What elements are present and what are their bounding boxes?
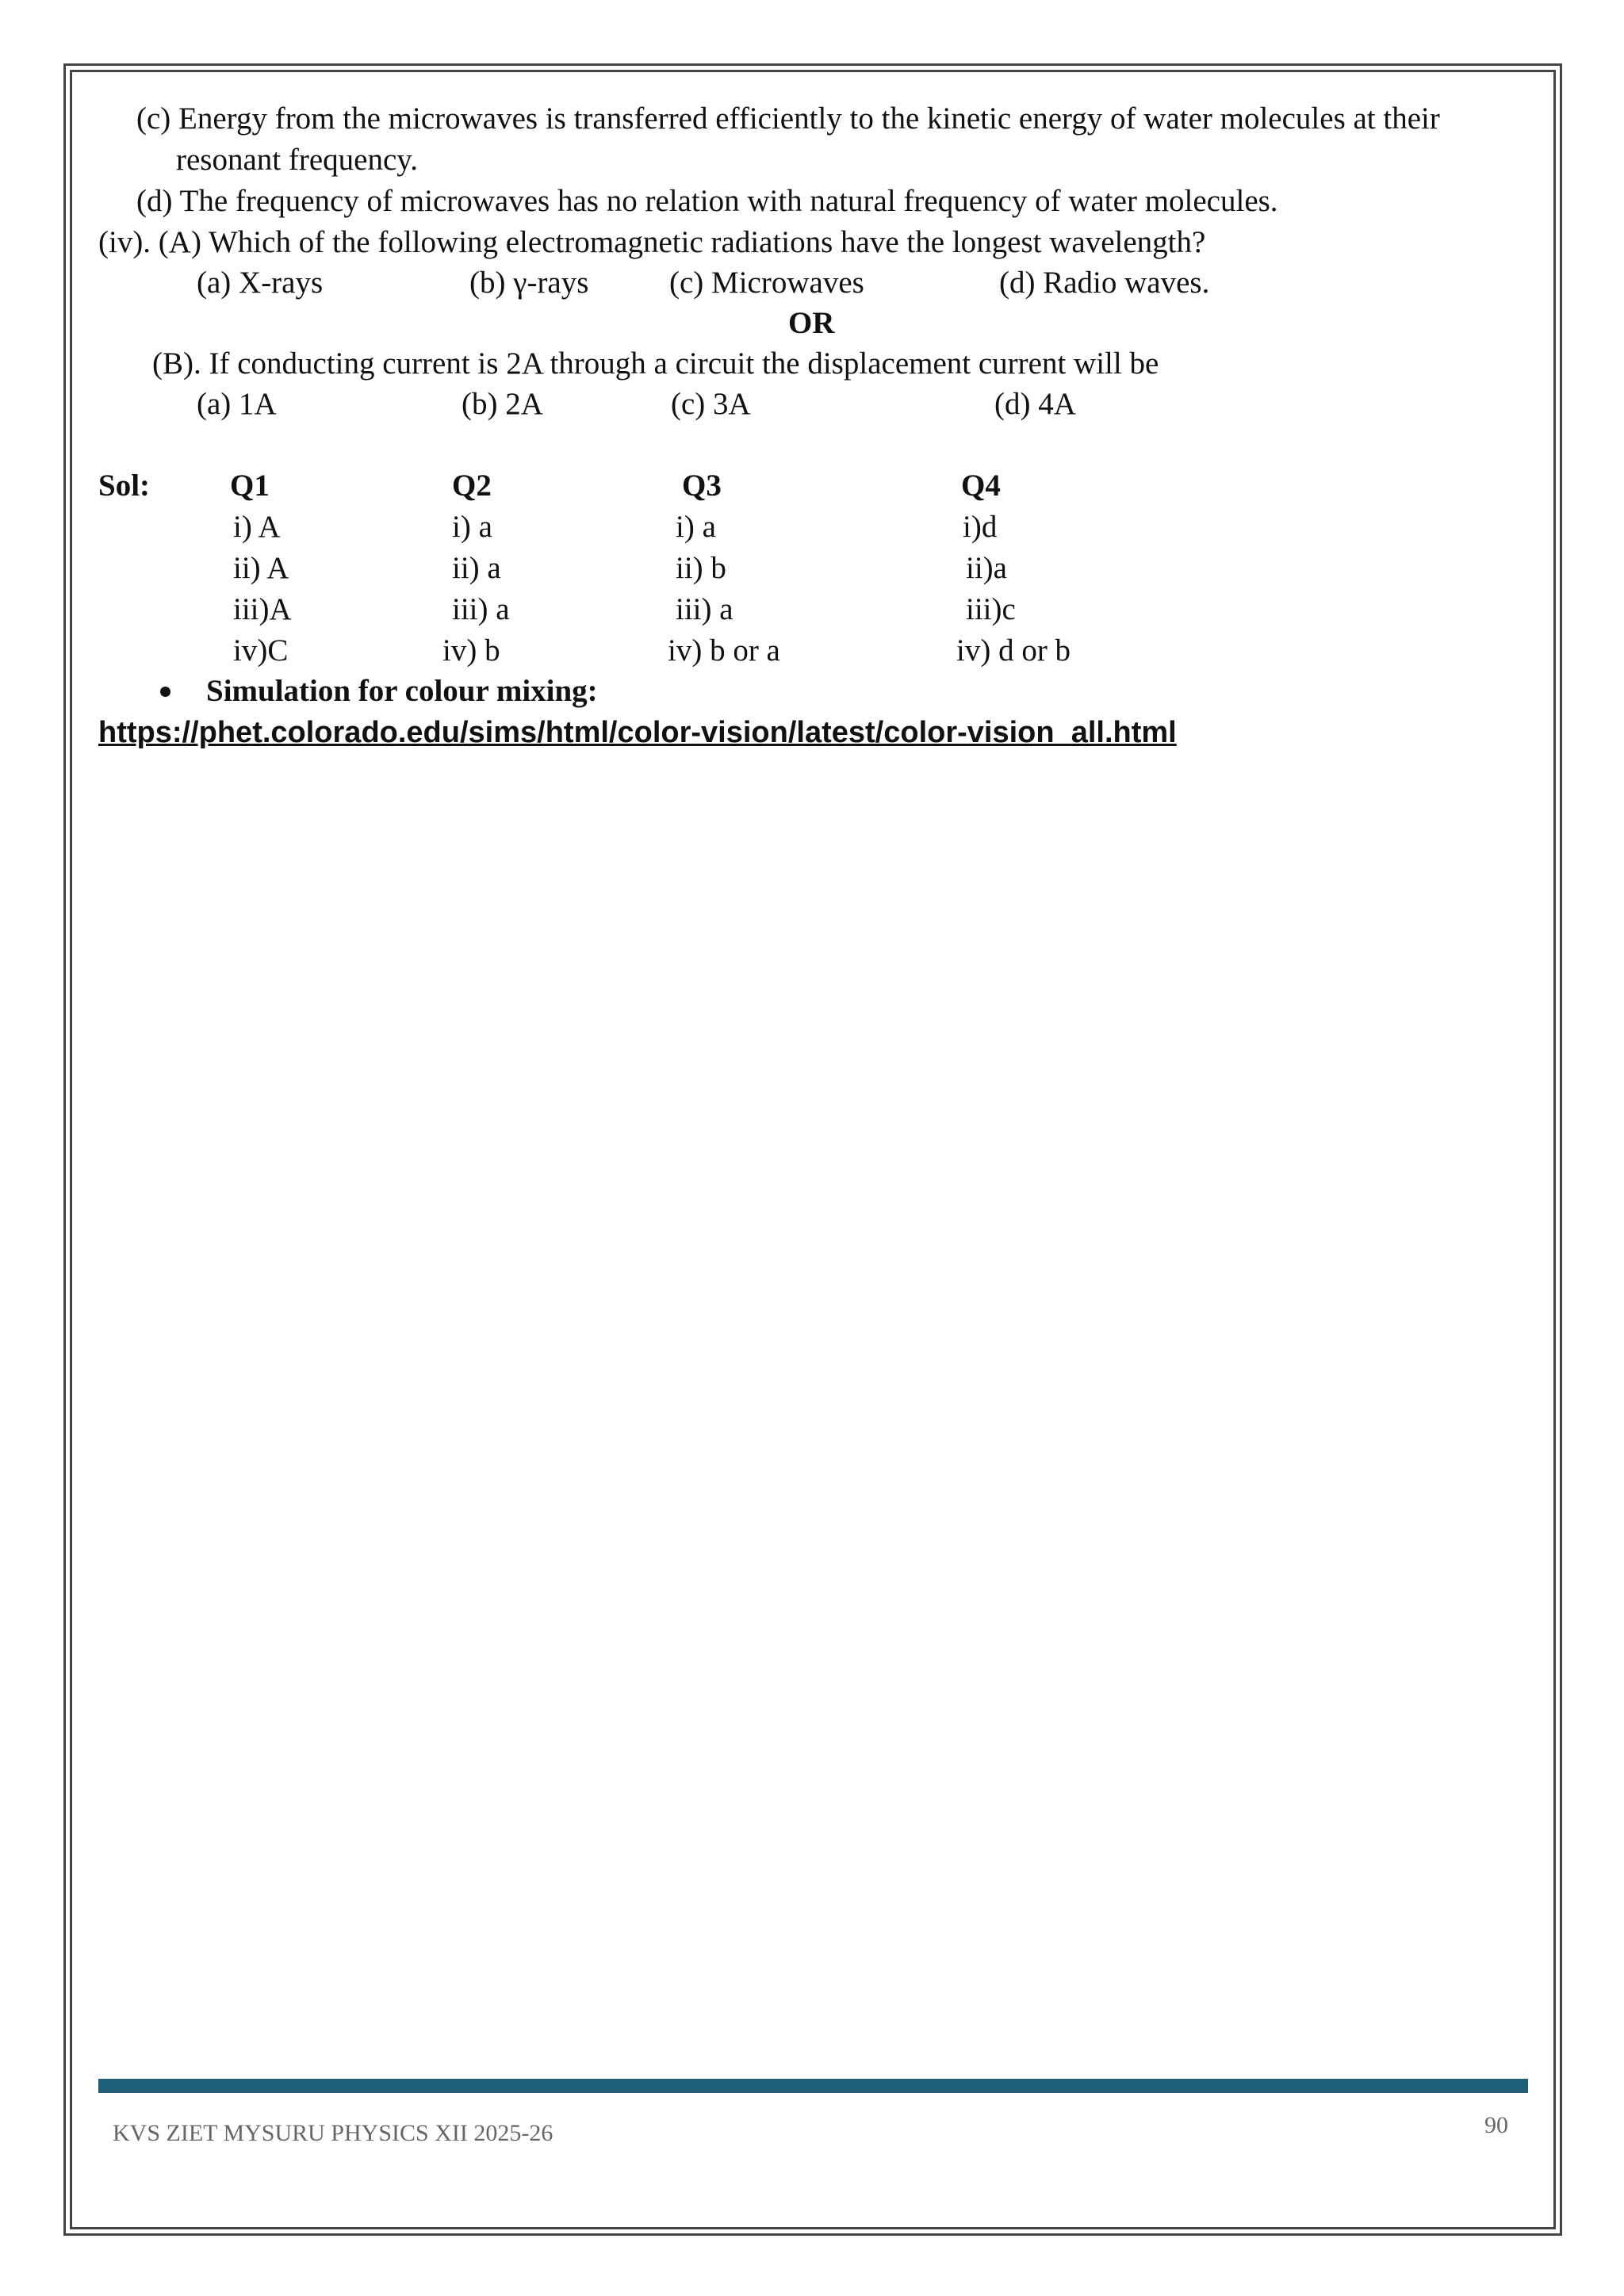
- column-header: Q3: [682, 469, 722, 503]
- answer-item: iv) b: [442, 633, 500, 668]
- column-header: Q2: [452, 469, 492, 503]
- answer-item: i) A: [233, 510, 281, 544]
- iv-a-option-a: (a) X-rays: [197, 266, 324, 300]
- simulation-link[interactable]: https://phet.colorado.edu/sims/html/color-vision/latest/color-vision_all.html: [98, 716, 1177, 749]
- bullet-icon: [160, 687, 170, 697]
- answer-item: ii) b: [676, 551, 726, 585]
- answer-item: ii) a: [452, 551, 501, 585]
- answer-column-q2: [442, 465, 510, 672]
- iv-b-option-a: (a) 1A: [197, 387, 277, 421]
- column-header: Q1: [230, 469, 270, 503]
- answer-item: iii)c: [966, 592, 1016, 626]
- column-header: Q4: [961, 469, 1001, 503]
- option-d: (d) The frequency of microwaves has no relation with natural frequency of water molecules.: [136, 184, 1278, 218]
- answer-item: iv) b or a: [668, 633, 780, 668]
- answer-item: iii)A: [233, 592, 292, 626]
- option-c-line2: resonant frequency.: [176, 143, 418, 177]
- answer-item: i)d: [963, 510, 998, 544]
- page-number: 90: [1484, 2112, 1508, 2138]
- iv-a-option-c: (c) Microwaves: [669, 266, 864, 300]
- solution-label: Sol:: [98, 469, 151, 503]
- answer-item: i) a: [676, 510, 716, 544]
- simulation-label: Simulation for colour mixing:: [206, 674, 598, 708]
- iv-a-option-d: (d) Radio waves.: [999, 266, 1210, 300]
- answer-column-q3: [668, 465, 780, 672]
- footer-text: KVS ZIET MYSURU PHYSICS XII 2025-26: [113, 2120, 553, 2146]
- iv-b-option-b: (b) 2A: [462, 387, 543, 421]
- iv-a-option-b: (b) γ-rays: [469, 266, 589, 300]
- iv-b-option-c: (c) 3A: [671, 387, 751, 421]
- or-separator: OR: [788, 306, 835, 340]
- answer-item: iv)C: [233, 633, 289, 668]
- page-border-inner: [70, 70, 1556, 2229]
- answer-item: ii) A: [233, 551, 289, 585]
- answer-column-q1: [230, 465, 292, 672]
- answer-item: iv) d or b: [956, 633, 1071, 668]
- iv-b-option-d: (d) 4A: [994, 387, 1076, 421]
- answer-item: iii) a: [676, 592, 733, 626]
- answer-item: i) a: [452, 510, 492, 544]
- answer-column-q4: [956, 465, 1071, 672]
- answer-item: ii)a: [966, 551, 1007, 585]
- question-iv-a: (iv). (A) Which of the following electromagnetic radiations have the longest wavelength?: [98, 225, 1206, 259]
- question-iv-b: (B). If conducting current is 2A through a circuit the displacement current will be: [152, 346, 1159, 381]
- footer-bar: [98, 2079, 1528, 2093]
- option-c-line1: (c) Energy from the microwaves is transferred efficiently to the kinetic energy of water molecules at their: [136, 101, 1440, 136]
- answer-item: iii) a: [452, 592, 510, 626]
